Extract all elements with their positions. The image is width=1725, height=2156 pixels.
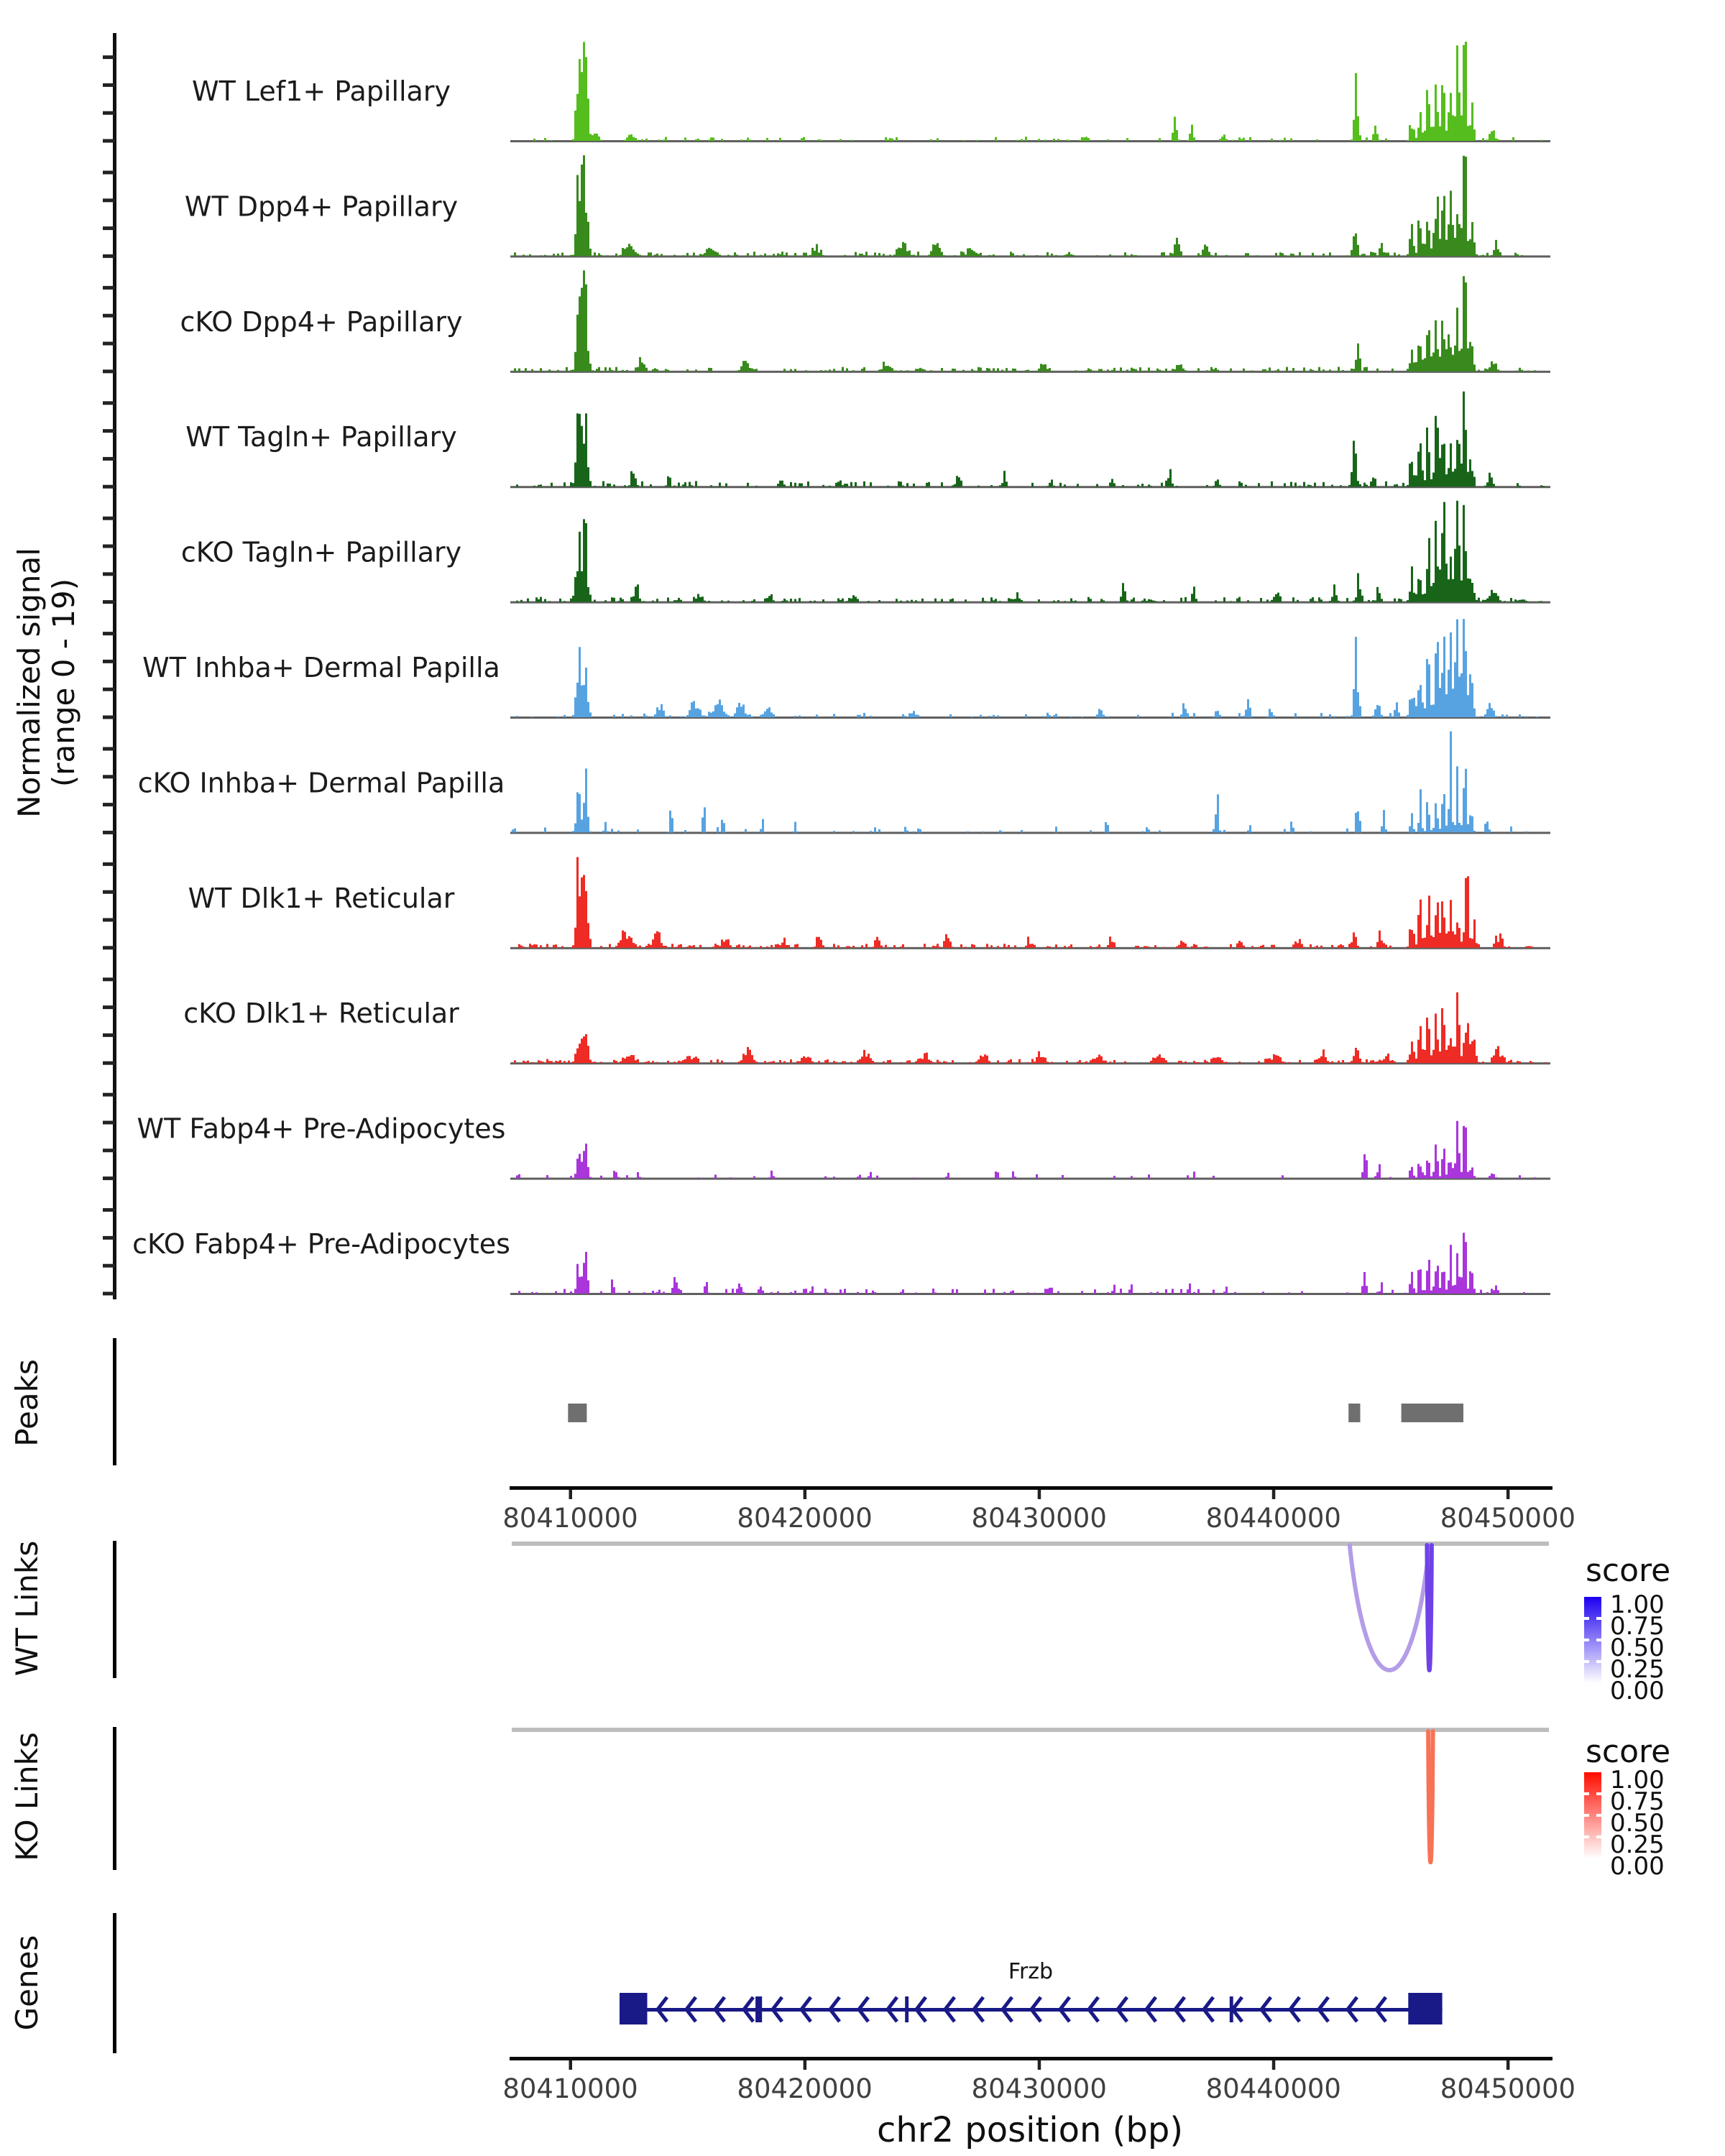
- y-axis-tick: [103, 1292, 115, 1296]
- colorbar-tick: [1584, 1617, 1589, 1620]
- colorbar-tick: [1596, 1617, 1601, 1620]
- track-label: cKO Fabp4+ Pre-Adipocytes: [132, 1228, 510, 1260]
- y-axis-tick: [103, 1236, 115, 1240]
- y-axis-tick: [103, 977, 115, 981]
- ko-links-bracket: [113, 1727, 116, 1870]
- x-axis-tick-label: 80440000: [1205, 2073, 1341, 2104]
- y-axis-tick: [103, 314, 115, 318]
- y-axis-tick: [103, 946, 115, 949]
- x-axis-tick: [569, 1490, 573, 1499]
- y-axis-tick: [103, 1061, 115, 1065]
- y-axis-tick: [103, 111, 115, 115]
- coverage-signal: [512, 42, 1549, 141]
- colorbar-label: 0.50: [1610, 1634, 1665, 1662]
- colorbar-tick: [1596, 1835, 1601, 1838]
- genes-track: [113, 1913, 1443, 2053]
- y-axis-tick: [103, 918, 115, 922]
- y-axis-tick: [103, 342, 115, 346]
- y-axis-tick: [103, 55, 115, 59]
- x-axis-tick: [1506, 2060, 1510, 2070]
- coverage-signal: [512, 619, 1549, 717]
- peak-interval: [568, 1404, 586, 1422]
- colorbar-label: 0.50: [1610, 1809, 1665, 1838]
- y-axis-tick: [103, 286, 115, 290]
- x-axis-tick: [804, 1490, 807, 1499]
- peaks-section-label: Peaks: [9, 1359, 45, 1447]
- colorbar-tick: [1584, 1639, 1589, 1641]
- track-label: WT Fabp4+ Pre-Adipocytes: [137, 1112, 506, 1145]
- y-axis-tick: [103, 1176, 115, 1180]
- ko-links-baseline: [512, 1728, 1549, 1732]
- track-label: WT Dlk1+ Reticular: [188, 882, 455, 914]
- y-axis-tick: [103, 171, 115, 175]
- x-axis-tick: [1272, 2060, 1276, 2070]
- coverage-signal: [512, 857, 1549, 948]
- track-label: WT Lef1+ Papillary: [192, 75, 451, 107]
- link-arc: [1428, 1731, 1433, 1862]
- coverage-tracks-layer: [132, 42, 1550, 1295]
- y-axis-label-line1: Normalized signal: [12, 548, 47, 818]
- coverage-signal: [512, 270, 1549, 372]
- track-label: cKO Tagln+ Papillary: [180, 536, 462, 568]
- peaks-bracket: [113, 1338, 116, 1465]
- y-axis-tick: [103, 716, 115, 719]
- ko-links-section-label: KO Links: [9, 1732, 45, 1861]
- wt-links-baseline: [512, 1542, 1549, 1546]
- x-axis-tick-label: 80430000: [971, 2073, 1107, 2104]
- coverage-signal: [512, 732, 1549, 833]
- y-axis-tick: [103, 600, 115, 604]
- y-axis-tick: [103, 1148, 115, 1152]
- ko-links-legend-title: score: [1586, 1733, 1671, 1770]
- x-axis-line: [510, 1486, 1552, 1490]
- y-axis-tick: [103, 1264, 115, 1268]
- coverage-signal: [512, 392, 1549, 487]
- ko-links-panel: [113, 1727, 1665, 1881]
- coverage-signal: [512, 1233, 1549, 1294]
- track-label: WT Dpp4+ Papillary: [184, 190, 459, 223]
- x-axis-tick: [569, 2060, 573, 2070]
- genes-section-label: Genes: [9, 1935, 45, 2031]
- x-axis-tick-label: 80430000: [971, 1503, 1107, 1534]
- wt-links-bracket: [113, 1541, 116, 1678]
- y-axis-tick: [103, 688, 115, 691]
- coverage-signal: [512, 501, 1549, 602]
- y-axis-tick: [103, 254, 115, 258]
- coverage-signal: [512, 1121, 1549, 1179]
- y-axis-tick: [103, 198, 115, 202]
- y-axis-label-line2: (range 0 - 19): [46, 578, 81, 788]
- peak-interval: [1348, 1404, 1360, 1422]
- x-axis-tick-label: 80410000: [502, 1503, 638, 1534]
- x-axis-tick-label: 80450000: [1440, 2073, 1576, 2104]
- track-label: cKO Dpp4+ Papillary: [180, 305, 463, 338]
- y-axis-tick: [103, 485, 115, 489]
- coverage-signal: [512, 155, 1549, 256]
- track-label: WT Inhba+ Dermal Papilla: [142, 652, 500, 683]
- track-label: cKO Inhba+ Dermal Papilla: [137, 767, 505, 799]
- y-axis-tick: [103, 226, 115, 230]
- wt-links-legend-title: score: [1586, 1552, 1671, 1589]
- x-axis-tick: [1038, 2060, 1041, 2070]
- y-axis-tick: [103, 429, 115, 433]
- colorbar-label: 1.00: [1610, 1766, 1665, 1795]
- y-axis-tick: [103, 660, 115, 663]
- y-axis-tick: [103, 747, 115, 751]
- y-axis-tick: [103, 1093, 115, 1097]
- gene-exon-box: [1408, 1993, 1442, 2024]
- y-axis-tick: [103, 572, 115, 576]
- x-axis-title: chr2 position (bp): [876, 2110, 1184, 2150]
- gene-exon-tick: [1230, 1996, 1233, 2022]
- track-baseline: [510, 1293, 1550, 1295]
- colorbar-tick: [1584, 1660, 1589, 1663]
- y-axis-tick: [103, 890, 115, 894]
- colorbar-label: 0.25: [1610, 1655, 1665, 1684]
- y-axis-tick: [103, 1208, 115, 1212]
- colorbar-tick: [1596, 1814, 1601, 1817]
- colorbar-label: 0.00: [1610, 1677, 1665, 1705]
- track-baseline: [510, 831, 1550, 834]
- gene-exon-tick: [905, 1996, 908, 2022]
- colorbar-tick: [1596, 1660, 1601, 1663]
- x-axis-tick: [1506, 1490, 1510, 1499]
- x-axis-tick-label: 80420000: [737, 1503, 873, 1534]
- y-axis-tick: [103, 401, 115, 405]
- x-axis-tick: [804, 2060, 807, 2070]
- x-axis-tick-label: 80410000: [502, 2073, 638, 2104]
- wt-links-section-label: WT Links: [9, 1540, 45, 1677]
- gene-exon-box: [620, 1993, 648, 2024]
- colorbar-tick: [1584, 1835, 1589, 1838]
- y-axis-tick: [103, 862, 115, 866]
- colorbar-label: 0.75: [1610, 1787, 1665, 1816]
- colorbar-label: 1.00: [1610, 1590, 1665, 1619]
- peak-interval: [1402, 1404, 1463, 1422]
- y-axis-tick: [103, 369, 115, 373]
- track-label: WT Tagln+ Papillary: [185, 421, 457, 453]
- coverage-signal: [512, 992, 1549, 1064]
- y-axis-tick: [103, 775, 115, 778]
- x-axis-tick: [1038, 1490, 1041, 1499]
- y-axis-tick: [103, 545, 115, 548]
- y-axis-tick: [103, 803, 115, 806]
- link-arc: [1350, 1545, 1430, 1670]
- y-axis-tick: [103, 83, 115, 87]
- x-axis-tick-label: 80450000: [1440, 1503, 1576, 1534]
- y-axis-tick: [103, 457, 115, 461]
- y-axis-tick: [103, 1033, 115, 1037]
- colorbar-tick: [1584, 1814, 1589, 1817]
- y-axis-tick: [103, 632, 115, 635]
- y-axis-line: [113, 33, 116, 1299]
- x-axis-tick-label: 80420000: [737, 2073, 873, 2104]
- colorbar-tick: [1596, 1639, 1601, 1641]
- gene-exon-tick: [755, 1996, 762, 2022]
- colorbar-tick: [1584, 1792, 1589, 1795]
- colorbar-label: 0.25: [1610, 1830, 1665, 1859]
- y-axis-tick: [103, 139, 115, 143]
- y-axis-tick: [103, 831, 115, 834]
- y-axis-tick: [103, 1005, 115, 1009]
- colorbar-label: 0.75: [1610, 1612, 1665, 1641]
- x-axis-line: [510, 2057, 1552, 2060]
- y-axis-tick: [103, 517, 115, 520]
- track-label: cKO Dlk1+ Reticular: [183, 998, 459, 1030]
- genes-x-axis: [502, 2057, 1576, 2104]
- colorbar-label: 0.00: [1610, 1852, 1665, 1881]
- colorbar-tick: [1596, 1792, 1601, 1795]
- wt-links-panel: [113, 1541, 1665, 1705]
- peaks-track: [113, 1338, 1463, 1465]
- signal-y-axis: [103, 33, 116, 1299]
- genes-bracket: [113, 1913, 116, 2053]
- peaks-x-axis: [502, 1486, 1576, 1534]
- gene-name-label: Frzb: [1008, 1959, 1054, 1984]
- track-baseline: [510, 1178, 1550, 1180]
- x-axis-tick-label: 80440000: [1205, 1503, 1341, 1534]
- y-axis-tick: [103, 1121, 115, 1125]
- x-axis-tick: [1272, 1490, 1276, 1499]
